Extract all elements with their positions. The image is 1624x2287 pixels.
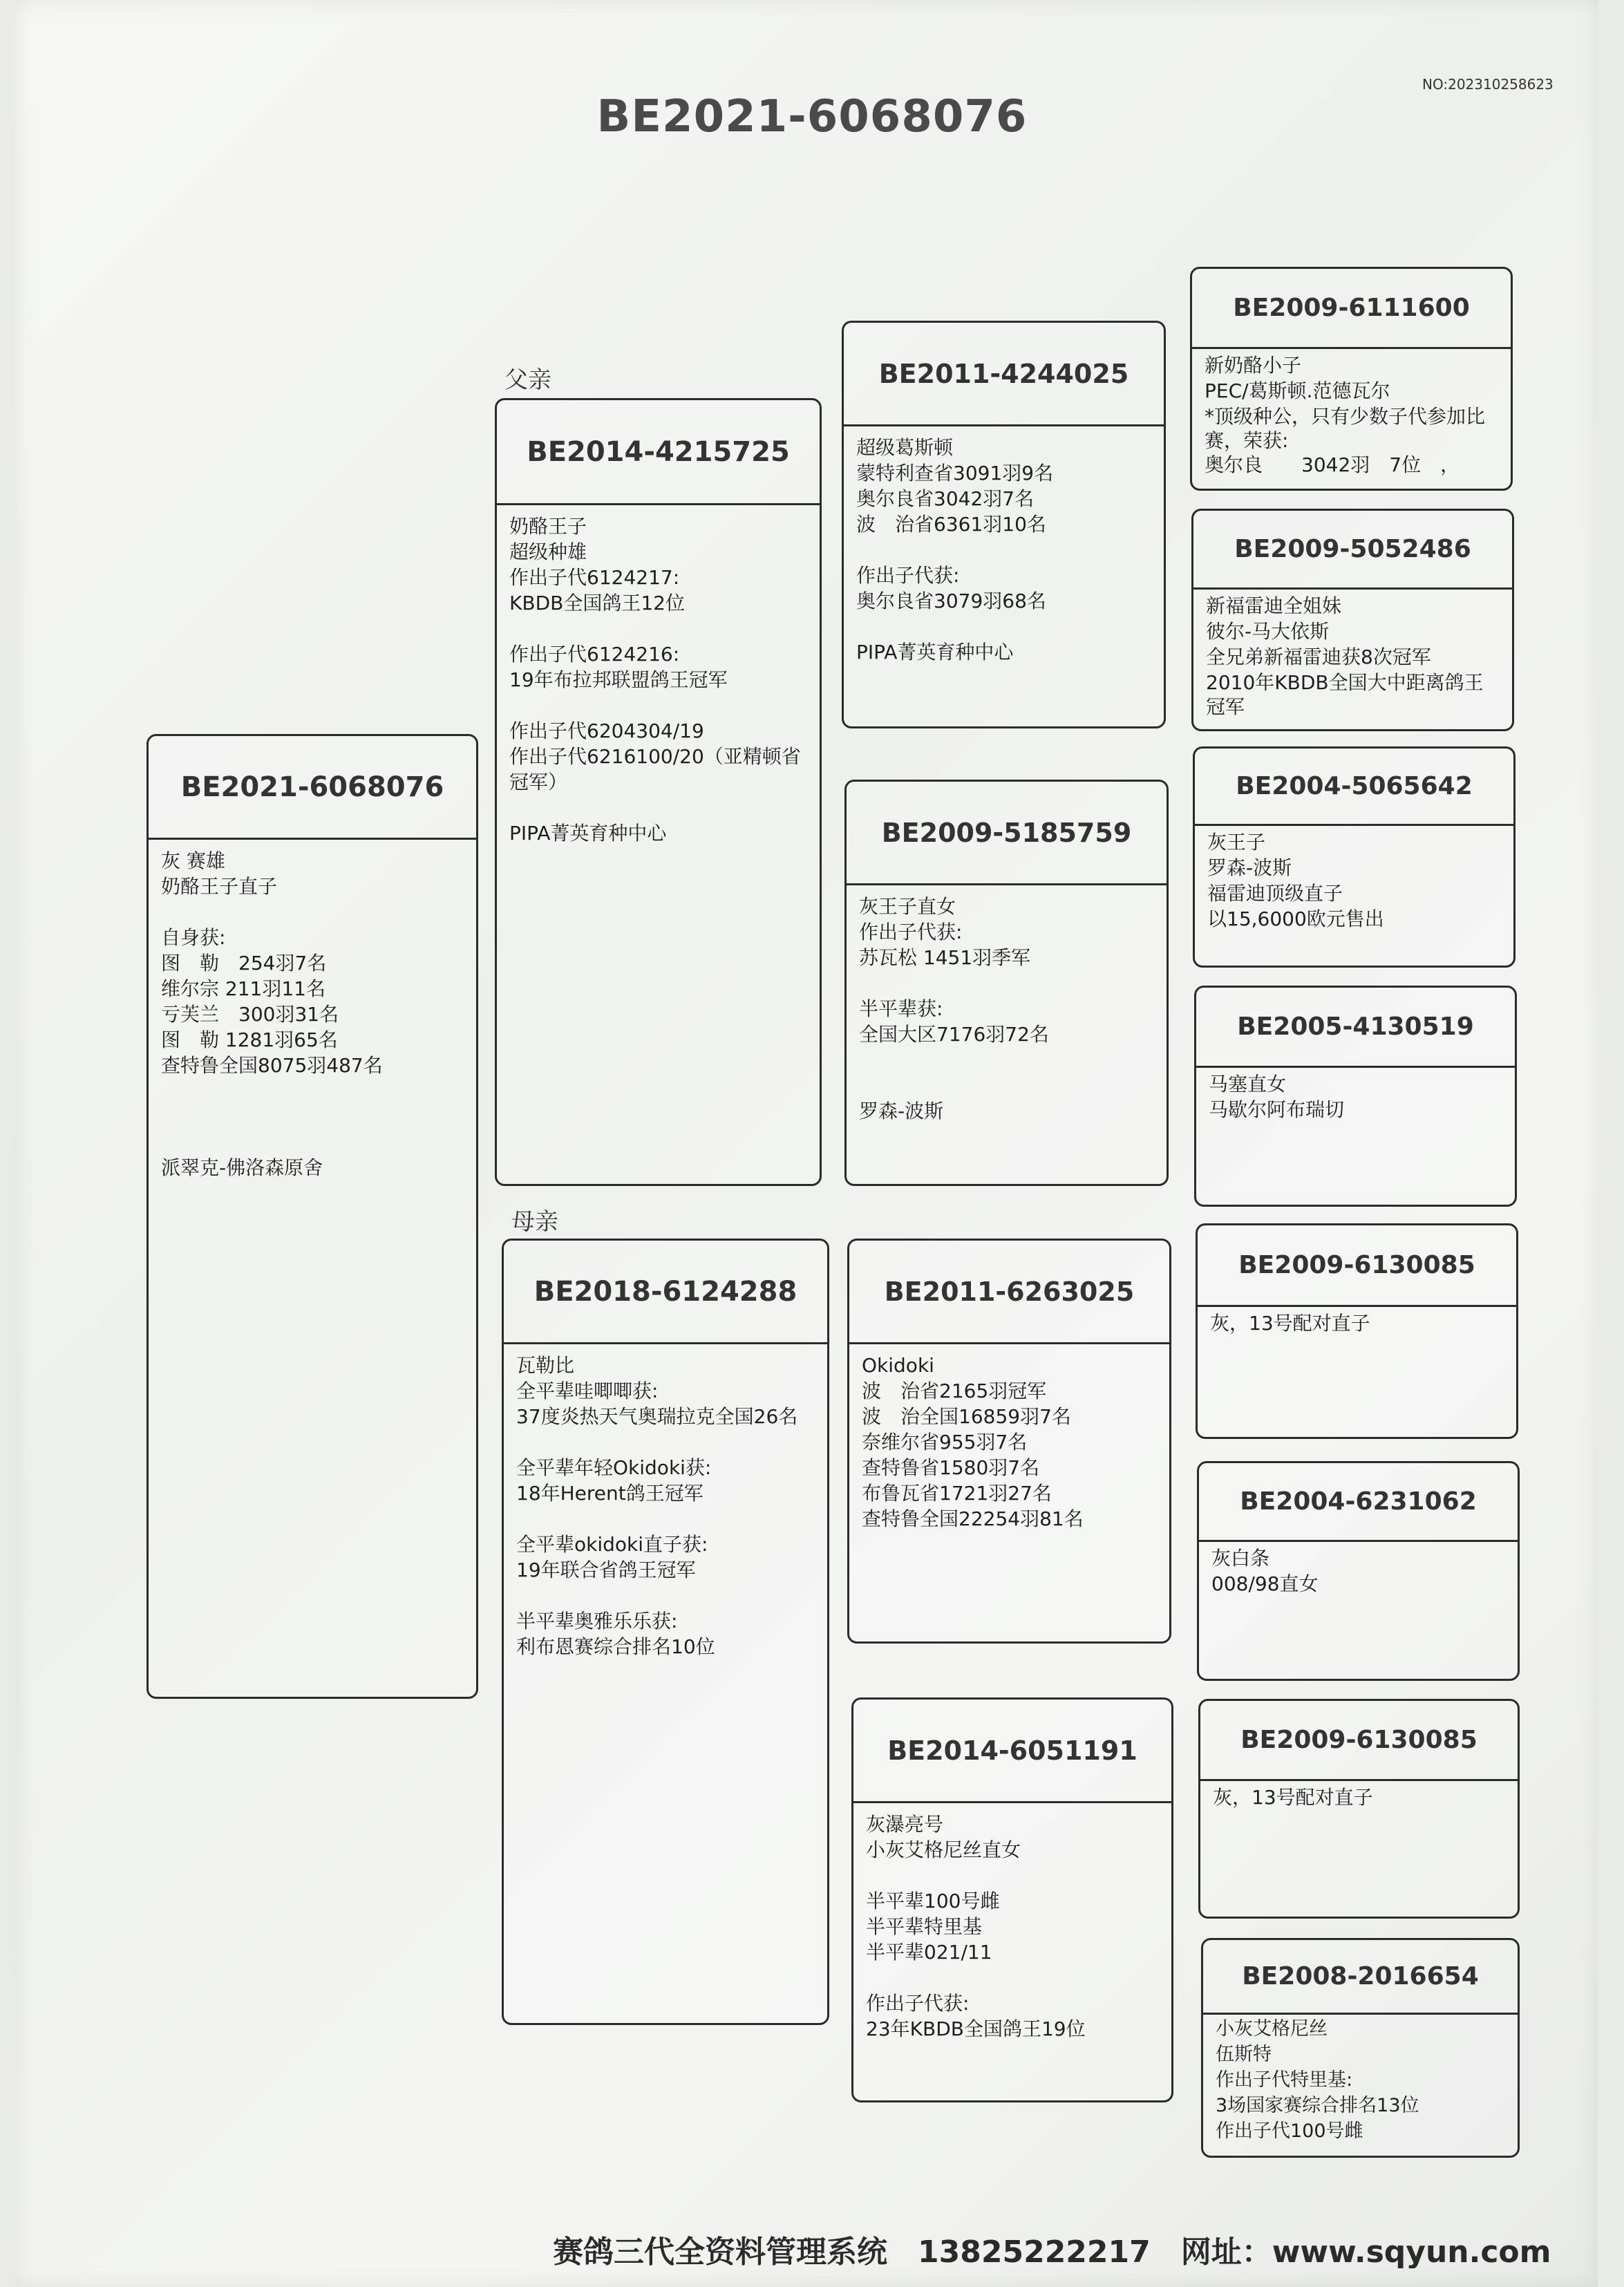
card-text-line: 以15,6000欧元售出 xyxy=(1207,907,1384,930)
pedigree-card-dam-sire-dam xyxy=(1197,1461,1520,1681)
ring-number: BE2009-5185759 xyxy=(847,782,1167,885)
card-text-line: 图 勒 1281羽65名 xyxy=(161,1028,338,1051)
ring-number: BE2021-6068076 xyxy=(149,736,476,840)
card-text-line xyxy=(161,1078,464,1104)
card-text-line: KBDB全国鸽王12位 xyxy=(509,592,685,614)
card-text-line: 3场国家赛综合排名13位 xyxy=(1216,2095,1419,2116)
pedigree-card-sire-dam xyxy=(844,780,1169,1186)
card-text-line xyxy=(866,1863,1159,1888)
pedigree-card-dam xyxy=(502,1239,829,2025)
card-text-line xyxy=(859,1073,1154,1098)
pedigree-card-dam-dam xyxy=(851,1697,1173,2102)
card-text-line: 彼尔-马大依斯 xyxy=(1206,620,1330,643)
card-text-line: 19年布拉邦联盟鸽王冠军 xyxy=(509,668,728,691)
card-text-line: 瓦勒比 xyxy=(516,1354,575,1377)
card-text-line: 马塞直女 xyxy=(1209,1073,1287,1095)
card-text-line: 奶酪王子直子 xyxy=(161,875,278,898)
card-text-line: 福雷迪顶级直子 xyxy=(1207,882,1343,905)
card-text-line: 奈维尔省955羽7名 xyxy=(862,1431,1028,1453)
card-text-line: 查特鲁省1580羽7名 xyxy=(862,1456,1040,1479)
pedigree-card-sire-dam-dam xyxy=(1194,986,1517,1207)
card-text-line: 小灰艾格尼丝 xyxy=(1216,2018,1328,2040)
card-text-line: 查特鲁全国8075羽487名 xyxy=(161,1054,383,1077)
card-text-line: 半平辈获: xyxy=(859,997,943,1020)
card-text-line: *顶级种公，只有少数子代参加比赛，荣获: xyxy=(1205,405,1486,452)
card-text-line: 图 勒 254羽7名 xyxy=(161,952,327,975)
card-text-line: 超级种雄 xyxy=(509,540,587,563)
ring-number: BE2009-6111600 xyxy=(1192,269,1511,349)
card-text-line: PIPA菁英育种中心 xyxy=(509,822,667,845)
card-text-line xyxy=(516,1583,815,1608)
ring-number: BE2005-4130519 xyxy=(1196,988,1515,1068)
pedigree-card-sire xyxy=(495,398,822,1186)
card-text-line: 灰王子 xyxy=(1207,831,1266,854)
document-number: NO:202310258623 xyxy=(1422,76,1554,93)
card-text-line: 马歇尔阿布瑞切 xyxy=(1209,1098,1345,1121)
card-text-line: 奥尔良 3042羽 7位 ， xyxy=(1205,453,1460,476)
ring-number: BE2011-6263025 xyxy=(849,1241,1169,1344)
card-text-line xyxy=(859,970,1154,996)
card-text-line: 灰 赛雄 xyxy=(161,849,225,872)
card-text-line: 作出子代6124217: xyxy=(509,566,680,589)
card-text-line: 半平辈021/11 xyxy=(866,1941,992,1964)
ring-number: BE2009-6130085 xyxy=(1200,1701,1518,1781)
card-text-line: 奶酪王子 xyxy=(509,515,587,538)
card-text-line: 半平辈100号雌 xyxy=(866,1890,1000,1912)
ring-number: BE2014-4215725 xyxy=(497,400,820,505)
card-text-line: 自身获: xyxy=(161,926,226,949)
card-text-line: 19年联合省鸽王冠军 xyxy=(516,1559,696,1581)
card-text-line: 苏瓦松 1451羽季军 xyxy=(859,946,1031,969)
ring-number: BE2009-5052486 xyxy=(1193,511,1512,590)
card-text-line: 灰，13号配对直子 xyxy=(1210,1312,1370,1335)
dam-label: 母亲 xyxy=(511,1208,558,1236)
card-text-line: 008/98直女 xyxy=(1211,1572,1319,1595)
card-text-line: PEC/葛斯顿.范德瓦尔 xyxy=(1205,379,1390,402)
card-text-line xyxy=(856,537,1151,563)
card-text-line: 新奶酪小子 xyxy=(1205,354,1302,377)
card-text-line xyxy=(161,899,464,925)
card-text-line: 小灰艾格尼丝直女 xyxy=(866,1838,1021,1861)
card-text-line: 超级葛斯顿 xyxy=(856,436,954,459)
card-text-line: 作出子代获: xyxy=(859,921,963,943)
card-text-line: 18年Herent鸽王冠军 xyxy=(516,1482,704,1505)
card-text-line: 全平辈年轻Okidoki获: xyxy=(516,1456,712,1479)
card-text-line: 伍斯特 xyxy=(1216,2044,1272,2065)
card-text-line: 新福雷迪全姐妹 xyxy=(1206,594,1342,617)
card-text-line xyxy=(859,1047,1154,1073)
card-text-line xyxy=(161,1129,464,1155)
card-text-line: PIPA菁英育种中心 xyxy=(856,641,1014,663)
card-text-line xyxy=(161,1104,464,1129)
card-text-line: 查特鲁全国22254羽81名 xyxy=(862,1507,1084,1530)
card-text-line: 作出子代特里基: xyxy=(1216,2069,1353,2091)
pedigree-card-sire-dam-sire xyxy=(1193,746,1516,968)
card-text-line xyxy=(856,614,1151,639)
card-text-line: 灰瀑亮号 xyxy=(866,1813,944,1836)
ring-number: BE2009-6130085 xyxy=(1198,1225,1516,1307)
pedigree-card-subject xyxy=(147,734,478,1699)
page-title: BE2021-6068076 xyxy=(596,91,1028,142)
card-text-line: 灰，13号配对直子 xyxy=(1213,1786,1373,1809)
card-text-line: 全平辈okidoki直子获: xyxy=(516,1533,708,1556)
card-text-line: 全兄弟新福雷迪获8次冠军 xyxy=(1206,646,1431,668)
card-text-line: 作出子代6124216: xyxy=(509,643,680,666)
card-text-line: 奥尔良省3079羽68名 xyxy=(856,590,1046,612)
card-text-line xyxy=(516,1429,815,1455)
card-text-line: 布鲁瓦省1721羽27名 xyxy=(862,1482,1052,1505)
card-text-line: 半平辈奥雅乐乐获: xyxy=(516,1610,678,1632)
ring-number: BE2014-6051191 xyxy=(853,1700,1171,1803)
card-text-line xyxy=(509,616,807,641)
card-text-line: 23年KBDB全国鸽王19位 xyxy=(866,2017,1086,2040)
pedigree-card-sire-sire-sire xyxy=(1190,267,1513,491)
card-text-line: 作出子代6204304/19 xyxy=(509,719,704,742)
card-text-line: 罗森-波斯 xyxy=(859,1100,944,1122)
card-text-line xyxy=(509,795,807,820)
pedigree-card-sire-sire-dam xyxy=(1191,509,1514,731)
pedigree-card-dam-sire-sire xyxy=(1196,1223,1518,1439)
ring-number: BE2004-5065642 xyxy=(1195,749,1513,826)
card-text-line: Okidoki xyxy=(862,1354,934,1377)
card-text-line: 作出子代100号雌 xyxy=(1216,2120,1363,2142)
card-text-line xyxy=(866,1965,1159,1990)
card-text-line: 波 治省2165羽冠军 xyxy=(862,1380,1047,1402)
ring-number: BE2011-4244025 xyxy=(844,323,1164,426)
pedigree-card-dam-dam-dam xyxy=(1201,1938,1520,2158)
card-text-line: 半平辈特里基 xyxy=(866,1915,983,1938)
card-text-line: 利布恩赛综合排名10位 xyxy=(516,1635,715,1658)
card-text-line: 2010年KBDB全国大中距离鸽王冠军 xyxy=(1206,671,1484,718)
card-text-line: 派翠克-佛洛森原舍 xyxy=(161,1156,323,1179)
sire-label: 父亲 xyxy=(504,366,551,394)
card-text-line: 波 治全国16859羽7名 xyxy=(862,1405,1071,1428)
card-text-line: 37度炎热天气奥瑞拉克全国26名 xyxy=(516,1405,798,1428)
card-text-line: 作出子代6216100/20（亚精顿省冠军） xyxy=(509,745,801,793)
card-text-line: 波 治省6361羽10名 xyxy=(856,513,1046,536)
ring-number: BE2018-6124288 xyxy=(504,1241,827,1344)
card-text-line: 罗森-波斯 xyxy=(1207,856,1292,879)
card-text-line: 全国大区7176羽72名 xyxy=(859,1023,1049,1046)
card-text-line: 灰白条 xyxy=(1211,1547,1270,1570)
pedigree-card-dam-sire xyxy=(847,1239,1171,1644)
ring-number: BE2008-2016654 xyxy=(1203,1940,1518,2015)
pedigree-card-dam-dam-sire xyxy=(1198,1699,1520,1919)
card-text-line: 亏芙兰 300羽31名 xyxy=(161,1003,339,1026)
card-text-line: 蒙特利查省3091羽9名 xyxy=(856,462,1054,484)
card-text-line: 全平辈哇唧唧获: xyxy=(516,1380,659,1402)
card-text-line: 灰王子直女 xyxy=(859,895,956,918)
card-text-line: 奥尔良省3042羽7名 xyxy=(856,487,1035,510)
ring-number: BE2004-6231062 xyxy=(1199,1463,1518,1542)
card-text-line: 作出子代获: xyxy=(866,1992,970,2015)
footer-system-info: 赛鸽三代全资料管理系统 13825222217 网址：www.sqyun.com xyxy=(553,2234,1551,2268)
card-text-line: 维尔宗 211羽11名 xyxy=(161,977,325,1000)
card-text-line xyxy=(509,693,807,718)
card-text-line: 作出子代获: xyxy=(856,564,960,587)
card-text-line xyxy=(516,1506,815,1532)
pedigree-card-sire-sire xyxy=(842,321,1166,728)
